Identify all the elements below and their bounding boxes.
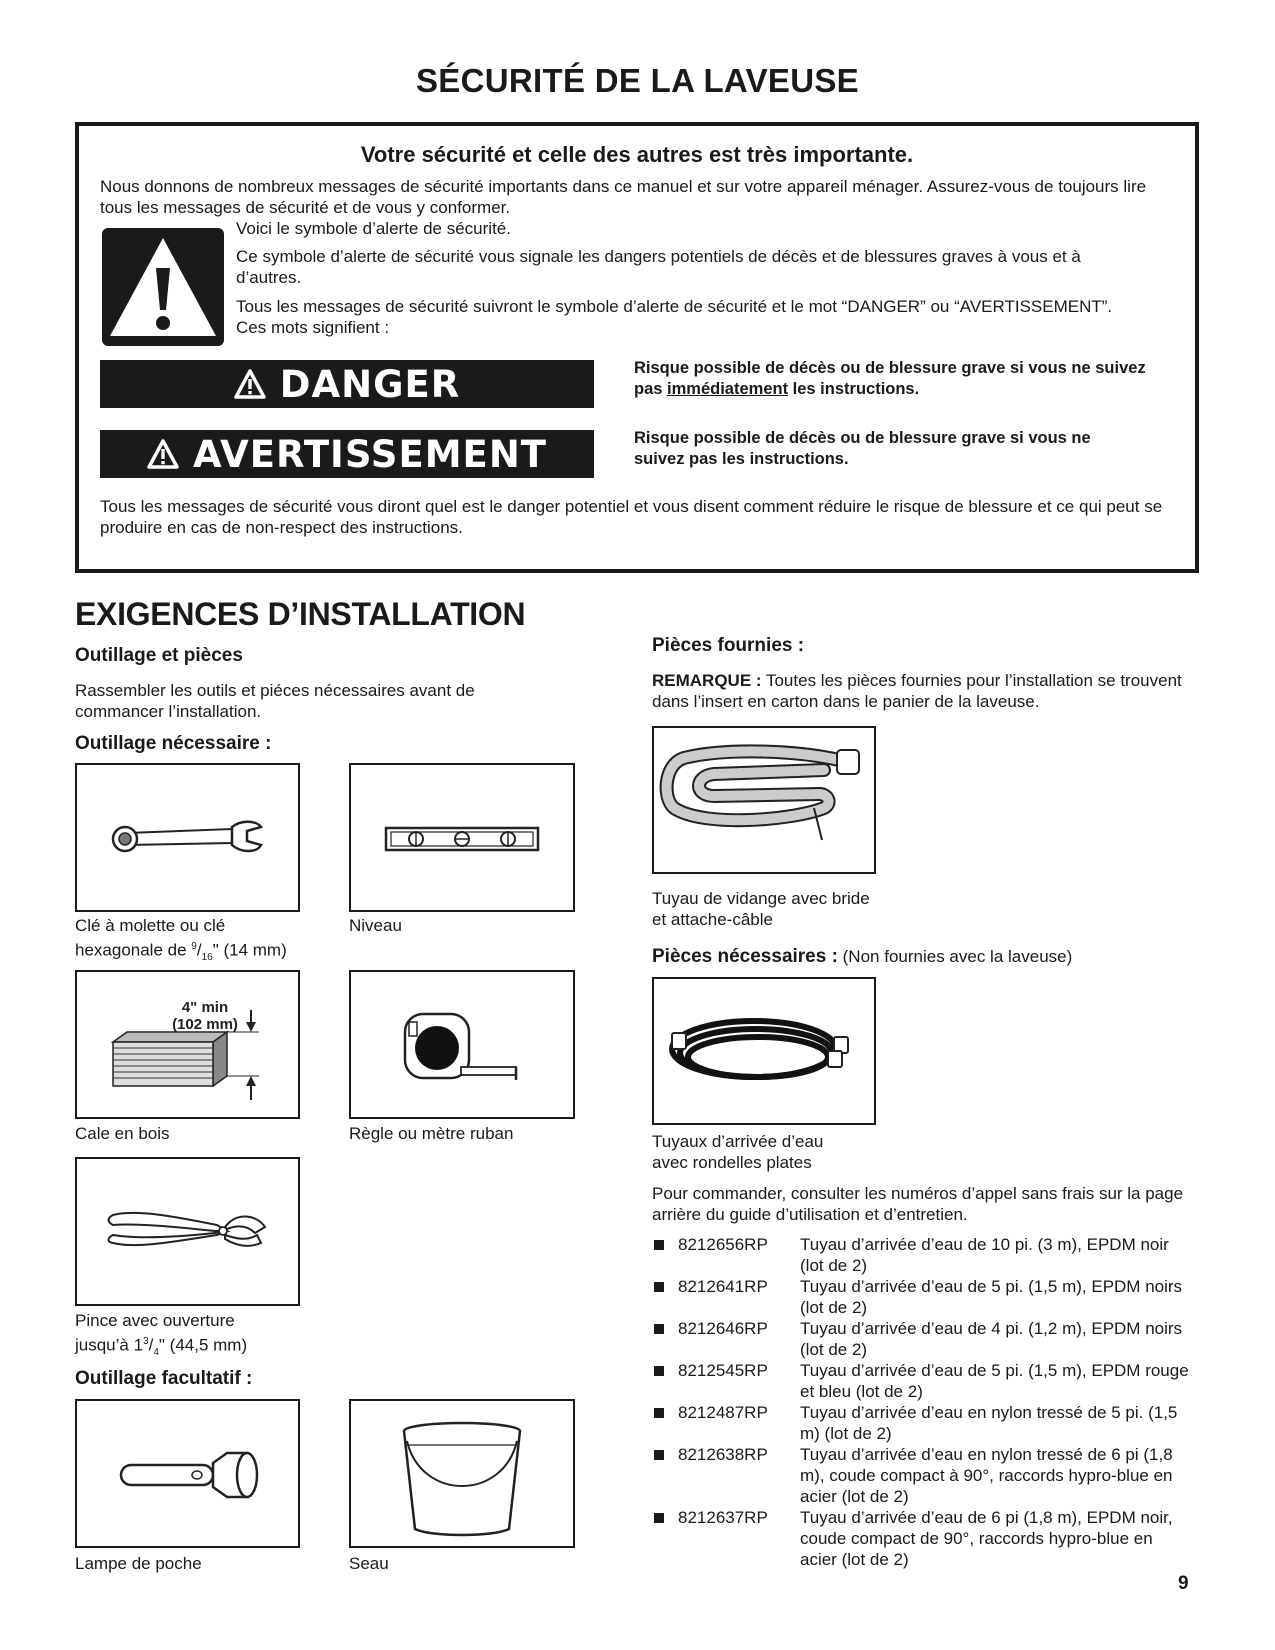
level-icon [351, 765, 573, 910]
wood-block-image [75, 970, 300, 1119]
wood-block-icon [77, 972, 298, 1117]
install-title: EXIGENCES D’INSTALLATION [75, 596, 526, 632]
signal-words-line: Tous les messages de sécurité suivront le symbole d’alerte de sécurité et le mot “DANGER” ou “AVERTISSEMENT”. Ces mots signifient : [236, 297, 1113, 337]
level-caption: Niveau [349, 916, 402, 935]
required-tools-heading: Outillage nécessaire : [75, 733, 272, 754]
pliers-image [75, 1157, 300, 1306]
flashlight-caption: Lampe de poche [75, 1554, 202, 1573]
drain-hose-icon [654, 728, 874, 872]
page-title: SÉCURITÉ DE LA LAVEUSE [416, 62, 859, 99]
drain-hose-image [652, 726, 876, 874]
inlet-hoses-caption: Tuyaux d’arrivée d’eau avec rondelles plates [652, 1132, 824, 1172]
warning-triangle-icon [147, 439, 179, 469]
safety-intro: Nous donnons de nombreux messages de sécurité importants dans ce manuel et sur votre appareil ménager. Assurez-vous de toujours lire tous les messages de sécurité et de vous y conformer. [100, 177, 1147, 217]
list-item: 8212638RP Tuyau d’arrivée d’eau en nylon tressé de 6 pi (1,8 m), coude compact à 90°, raccords hypro-blue en acier (lot de 2) [652, 1444, 1212, 1507]
tape-measure-icon [351, 972, 573, 1117]
needed-parts-heading: Pièces nécessaires : (Non fournies avec la laveuse) [652, 946, 1073, 967]
list-item: 8212487RP Tuyau d’arrivée d’eau en nylon tressé de 5 pi. (1,5 m) (lot de 2) [652, 1402, 1212, 1444]
level-image [349, 763, 575, 912]
safety-heading: Votre sécurité et celle des autres est très importante. [360, 142, 914, 167]
optional-tools-heading: Outillage facultatif : [75, 1368, 253, 1389]
tools-heading: Outillage et pièces [75, 645, 243, 666]
order-text: Pour commander, consulter les numéros d’appel sans frais sur la page arrière du guide d’utilisation et d’entretien. [652, 1184, 1184, 1224]
tools-intro: Rassembler les outils et piéces nécessaires avant de commancer l’installation. [75, 681, 475, 721]
pliers-caption: Pince avec ouverture jusqu’à $1^3/_4$" (44,5 mm) [75, 1311, 248, 1359]
symbol-meaning: Ce symbole d’alerte de sécurité vous signale les dangers potentiels de décès et de blessures graves à vous et à d’autres. [236, 247, 1081, 287]
supplied-remark: REMARQUE : Toutes les pièces fournies pour l’installation se trouvent dans l’insert en carton dans le panier de la laveuse. [652, 671, 1182, 711]
bucket-caption: Seau [349, 1554, 389, 1573]
list-item: 8212641RP Tuyau d’arrivée d’eau de 5 pi. (1,5 m), EPDM noirs (lot de 2) [652, 1276, 1212, 1318]
bucket-icon [351, 1401, 573, 1546]
drain-hose-caption: Tuyau de vidange avec bride et attache-câble [652, 889, 870, 929]
tape-measure-image [349, 970, 575, 1119]
warning-label: AVERTISSEMENT [192, 432, 548, 476]
danger-text: Risque possible de décès ou de blessure grave si vous ne suivez pas immédiatement les instructions. [634, 359, 1146, 398]
danger-bar [100, 360, 594, 408]
page-number: 9 [1178, 1573, 1189, 1594]
bucket-image [349, 1399, 575, 1548]
supplied-parts-heading: Pièces fournies : [652, 635, 805, 656]
inlet-hoses-icon [654, 979, 874, 1123]
parts-list [652, 1234, 1212, 1570]
block-dimension-label: 4" min [181, 999, 229, 1016]
list-item: 8212656RP Tuyau d’arrivée d’eau de 10 pi. (3 m), EPDM noir (lot de 2) [652, 1234, 1212, 1276]
danger-label: DANGER [279, 362, 461, 406]
wrench-icon [77, 765, 298, 910]
block-dimension-metric: (102 mm) [172, 1016, 238, 1033]
flashlight-icon [77, 1401, 298, 1546]
inlet-hoses-image [652, 977, 876, 1125]
list-item: 8212646RP Tuyau d’arrivée d’eau de 4 pi. (1,2 m), EPDM noirs (lot de 2) [652, 1318, 1212, 1360]
safety-box [75, 122, 1199, 573]
flashlight-image [75, 1399, 300, 1548]
wrench-caption: Clé à molette ou clé hexagonale de $^9/_{16}$" (14 mm) [75, 916, 287, 964]
warning-bar [100, 430, 594, 478]
list-item: 8212545RP Tuyau d’arrivée d’eau de 5 pi. (1,5 m), EPDM rouge et bleu (lot de 2) [652, 1360, 1212, 1402]
safety-alert-icon [102, 228, 224, 346]
pliers-icon [77, 1159, 298, 1304]
wrench-image [75, 763, 300, 912]
wood-block-caption: Cale en bois [75, 1124, 170, 1143]
warning-text: Risque possible de décès ou de blessure grave si vous ne suivez pas les instructions. [634, 429, 1091, 468]
warning-triangle-icon [234, 369, 266, 399]
safety-footer: Tous les messages de sécurité vous diront quel est le danger potentiel et vous disent comment réduire le risque de blessure et ce qui peut se produire en cas de non-respect des instructions. [100, 497, 1163, 537]
tape-measure-caption: Règle ou mètre ruban [349, 1124, 514, 1143]
symbol-line: Voici le symbole d’alerte de sécurité. [236, 219, 511, 238]
list-item: 8212637RP Tuyau d’arrivée d’eau de 6 pi (1,8 m), EPDM noir, coude compact de 90°, raccords hypro-blue en acier (lot de 2) [652, 1507, 1212, 1570]
